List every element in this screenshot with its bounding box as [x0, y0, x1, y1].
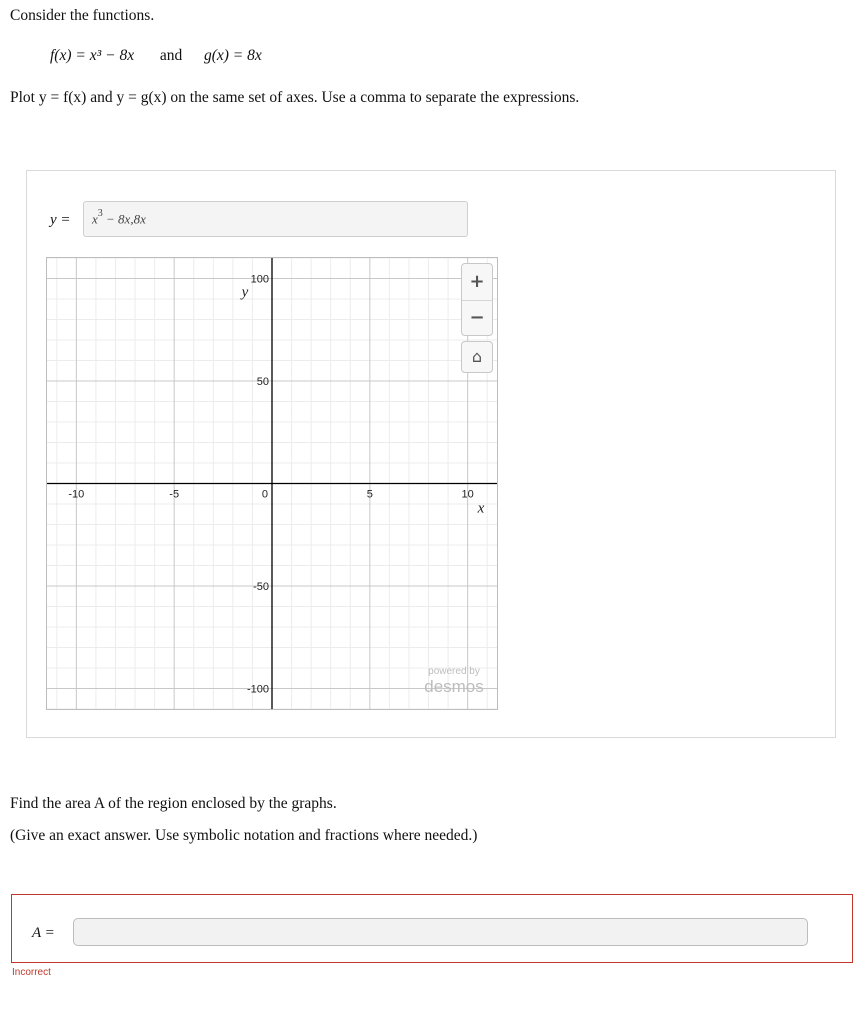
home-button[interactable] — [461, 341, 493, 373]
y-tick-label: 50 — [256, 376, 269, 388]
watermark-line2: desmos — [424, 677, 484, 696]
desmos-watermark[interactable] — [418, 666, 490, 696]
expression-base: x — [92, 211, 98, 227]
y-axis-label: y — [241, 284, 249, 301]
zoom-out-button[interactable]: − — [469, 307, 485, 328]
status-incorrect: Incorrect — [12, 967, 51, 978]
g-definition: g(x) = 8x — [203, 47, 262, 64]
x-tick-label: 5 — [366, 488, 373, 501]
watermark-line1: powered by — [428, 666, 480, 677]
functions-definition — [50, 46, 262, 66]
f-definition: f(x) = x³ − 8x — [50, 47, 135, 64]
graph-svg[interactable] — [47, 258, 497, 709]
expression-exponent: 3 — [97, 208, 103, 219]
zoom-controls — [461, 263, 493, 336]
question-line-1: Find the area A of the region enclosed by the graphs. — [10, 795, 337, 812]
instruction-text: Plot y = f(x) and y = g(x) on the same set of axes. Use a comma to separate the expressions. — [10, 89, 580, 106]
y-tick-label: -100 — [246, 683, 269, 696]
x-axis-label: x — [477, 500, 485, 517]
intro-text: Consider the functions. — [10, 7, 155, 24]
answer-label: A = — [32, 925, 55, 941]
home-icon: ⌂ — [471, 347, 483, 366]
x-tick-label: -5 — [169, 488, 180, 501]
x-tick-label: -10 — [68, 488, 85, 501]
y-equals-label: y = — [50, 212, 71, 228]
x-tick-label: 0 — [261, 488, 268, 501]
graph-area[interactable] — [46, 257, 498, 710]
expression-text — [92, 210, 146, 227]
y-tick-label: 100 — [250, 273, 269, 286]
y-tick-label: -50 — [253, 581, 269, 593]
zoom-in-button[interactable]: + — [462, 264, 492, 301]
expression-rest: − 8x,8x — [102, 211, 146, 227]
and-joiner: and — [159, 47, 183, 64]
expression-input[interactable] — [83, 201, 468, 237]
x-tick-label: 10 — [461, 488, 474, 501]
question-line-2: (Give an exact answer. Use symbolic notation and fractions where needed.) — [10, 827, 478, 844]
answer-input[interactable] — [73, 918, 808, 946]
